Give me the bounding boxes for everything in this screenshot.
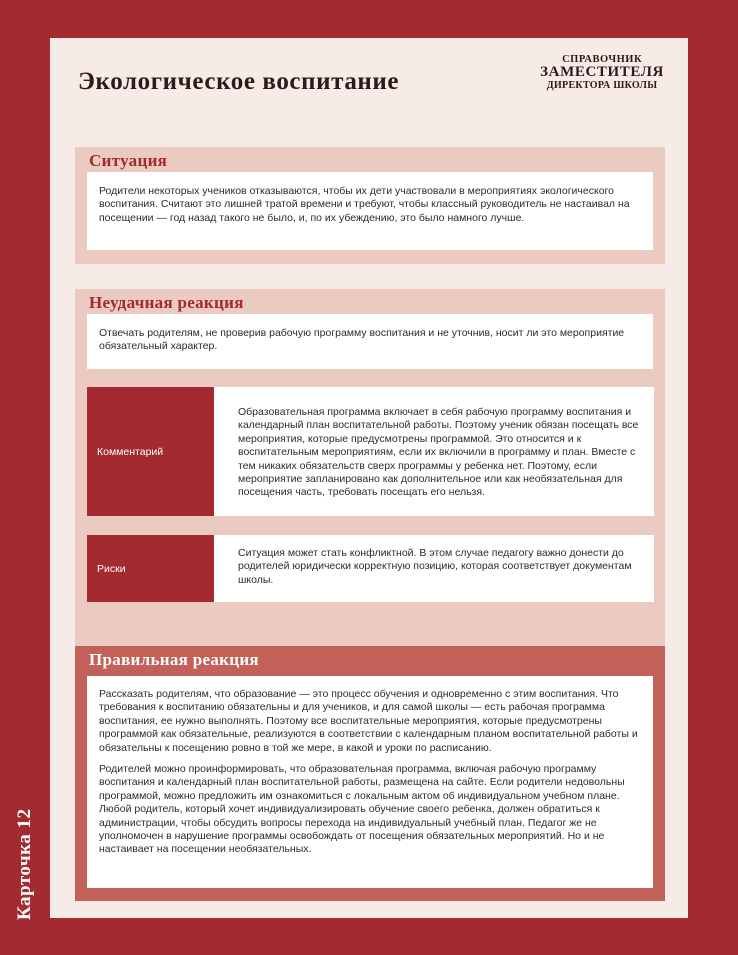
situation-heading: Ситуация — [89, 151, 168, 170]
brand-line-1: СПРАВОЧНИК — [562, 54, 643, 65]
brand-line-3: ДИРЕКТОРА ШКОЛЫ — [546, 79, 658, 91]
risks-label: Риски — [97, 562, 126, 575]
risks-text: Ситуация может стать конфликтной. В этом случае педагогу важно донести до родителей юридически корректную позицию, которая соответствует документам школы. — [238, 547, 632, 586]
situation-box — [87, 172, 653, 250]
bad-reaction-text: Отвечать родителям, не проверив рабочую программу воспитания и не уточнив, носит ли это мероприятие обязательный характер. — [99, 327, 625, 353]
good-reaction-content — [99, 688, 639, 857]
good-reaction-heading: Правильная реакция — [89, 650, 259, 669]
bad-reaction-heading: Неудачная реакция — [89, 293, 244, 312]
risks-tab — [87, 535, 214, 602]
good-reaction-paragraph-1: Рассказать родителям, что образование — это процесс обучения и одновременно с этим воспитания. Что требования к воспитанию обязательны и для учеников, и для самой школы — есть рабочая программа воспитания, ее нужно выполнять. Поэтому все воспитательные мероприятия, которые предусмотрены программой как обязательные, реализуются в соответствии с календарным планом воспитательной работы и обязательны к посещению ровно в той же мере, в какой и уроки по расписанию. — [99, 688, 638, 754]
bad-reaction-section — [75, 289, 665, 649]
comment-text: Образовательная программа включает в себя рабочую программу воспитания и календарный план воспитательной работы. Поэтому ученик обязан посещать все мероприятия, которые предусмотрены программой. Это относится и к воспитательным мероприятиям, если их включили в программу и план. Вместе с тем никаких обязательств сверх программы у ребенка нет. Поэтому, если мероприятие запланировано как дополнительное или как необязательная для посещения часть, требовать посещать его нельзя. — [238, 406, 639, 499]
risks-box — [214, 535, 654, 602]
comment-tab — [87, 387, 214, 516]
good-reaction-paragraph-2: Родителей можно проинформировать, что образовательная программа, включая рабочую программу воспитания и календарный план воспитательной работы, размещена на сайте. Если родители недовольны программой, можно предложить им ознакомиться с локальным актом об индивидуальном учебном плане. Любой родитель, который хочет индивидуализировать обучение своего ребенка, должен обратиться к администрации, чтобы обсудить вопросы перехода на индивидуальный учебный план. Педагог же не уполномочен в нарушение программы освобождать от посещения обязательных мероприятий. Но и не настаивает на посещении необязательных. — [99, 763, 625, 856]
comment-label: Комментарий — [97, 445, 164, 458]
good-reaction-section — [75, 646, 665, 901]
situation-section — [75, 147, 665, 264]
bad-reaction-box — [87, 314, 653, 369]
card-page — [50, 38, 688, 918]
card-number-label: Карточка 12 — [14, 808, 35, 920]
page-title: Экологическое воспитание — [78, 68, 400, 95]
brand-line-2: ЗАМЕСТИТЕЛЯ — [540, 64, 664, 81]
publication-logo — [540, 54, 664, 91]
situation-text: Родители некоторых учеников отказываются, чтобы их дети участвовали в мероприятиях экологического воспитания. Считают это лишней тратой времени и требуют, чтобы классный руководитель не настаивал на посещении — год назад такого не было, и, по их убеждению, это было намного лучше. — [99, 185, 630, 224]
good-reaction-box — [87, 676, 653, 888]
comment-box — [214, 387, 654, 516]
